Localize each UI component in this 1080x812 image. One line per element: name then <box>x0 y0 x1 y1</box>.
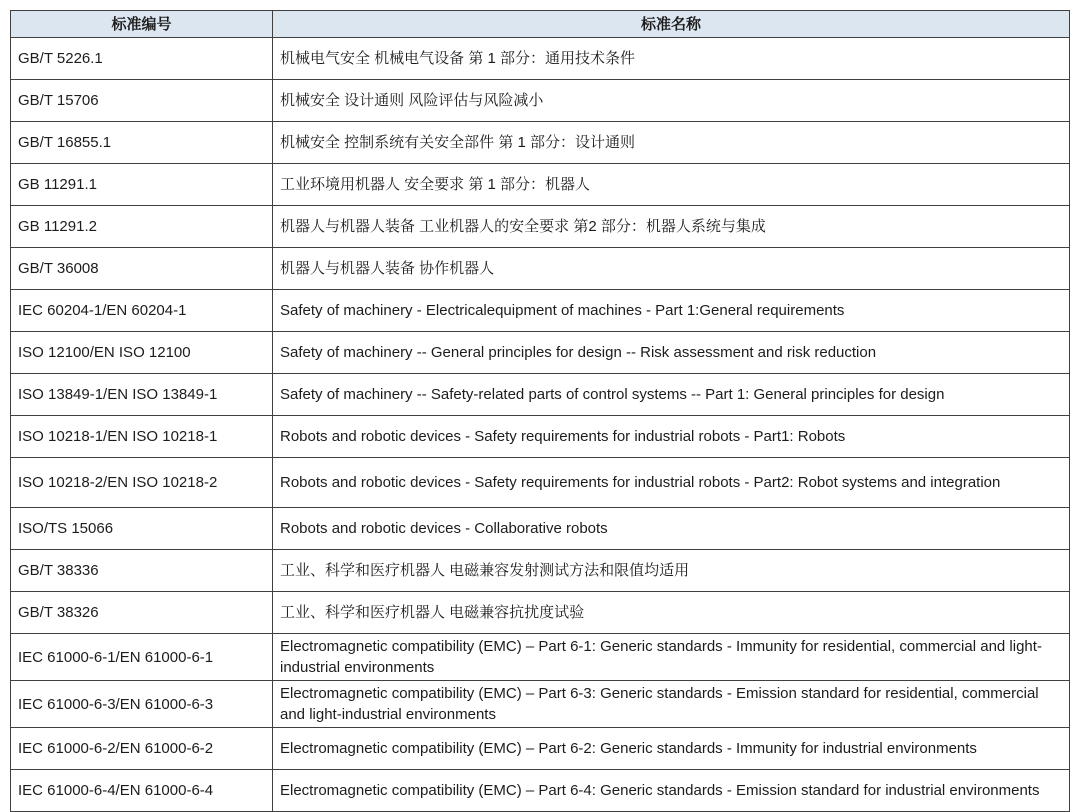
table-row <box>11 592 1070 634</box>
standard-name-cell: 工业、科学和医疗机器人 电磁兼容发射测试方法和限值均适用 <box>273 550 1070 592</box>
table-row <box>11 164 1070 206</box>
table-row <box>11 206 1070 248</box>
standard-code-cell: IEC 61000-6-2/EN 61000-6-2 <box>11 728 273 770</box>
standard-name-cell: Electromagnetic compatibility (EMC) – Part 6-1: Generic standards - Immunity for residential, commercial and light-industrial environments <box>273 634 1070 681</box>
standard-name-cell: Safety of machinery - Electricalequipment of machines - Part 1:General requirements <box>273 290 1070 332</box>
standard-code-cell: GB/T 16855.1 <box>11 122 273 164</box>
table-row <box>11 374 1070 416</box>
standard-name-cell: Electromagnetic compatibility (EMC) – Part 6-3: Generic standards - Emission standard for residential, commercial and light-industrial environments <box>273 681 1070 728</box>
standards-table-container <box>10 10 1070 812</box>
standard-code-cell: ISO 13849-1/EN ISO 13849-1 <box>11 374 273 416</box>
table-body <box>11 38 1070 812</box>
table-row <box>11 508 1070 550</box>
table-row <box>11 458 1070 508</box>
header-row <box>11 11 1070 38</box>
standard-name-cell: Electromagnetic compatibility (EMC) – Part 6-4: Generic standards - Emission standard for industrial environments <box>273 770 1070 812</box>
standard-name-cell: 机器人与机器人装备 工业机器人的安全要求 第2 部分：机器人系统与集成 <box>273 206 1070 248</box>
standard-code-cell: GB 11291.1 <box>11 164 273 206</box>
standard-code-cell: GB/T 5226.1 <box>11 38 273 80</box>
standard-name-cell: Robots and robotic devices - Safety requirements for industrial robots - Part2: Robot systems and integration <box>273 458 1070 508</box>
table-row <box>11 681 1070 728</box>
standard-name-cell: Robots and robotic devices - Safety requirements for industrial robots - Part1: Robots <box>273 416 1070 458</box>
standard-code-cell: ISO/TS 15066 <box>11 508 273 550</box>
standard-code-cell: ISO 10218-2/EN ISO 10218-2 <box>11 458 273 508</box>
standard-code-cell: ISO 10218-1/EN ISO 10218-1 <box>11 416 273 458</box>
standard-name-cell: 机械电气安全 机械电气设备 第 1 部分：通用技术条件 <box>273 38 1070 80</box>
standard-name-cell: 机器人与机器人装备 协作机器人 <box>273 248 1070 290</box>
table-row <box>11 634 1070 681</box>
standard-name-cell: 机械安全 设计通则 风险评估与风险减小 <box>273 80 1070 122</box>
table-row <box>11 416 1070 458</box>
standard-code-cell: IEC 61000-6-4/EN 61000-6-4 <box>11 770 273 812</box>
table-row <box>11 332 1070 374</box>
standard-name-cell: Electromagnetic compatibility (EMC) – Part 6-2: Generic standards - Immunity for industrial environments <box>273 728 1070 770</box>
standard-name-cell: Robots and robotic devices - Collaborative robots <box>273 508 1070 550</box>
standard-code-cell: GB 11291.2 <box>11 206 273 248</box>
standard-name-cell: 工业、科学和医疗机器人 电磁兼容抗扰度试验 <box>273 592 1070 634</box>
table-row <box>11 80 1070 122</box>
column-header-standard-name: 标准名称 <box>273 11 1070 38</box>
table-row <box>11 248 1070 290</box>
standard-code-cell: GB/T 38336 <box>11 550 273 592</box>
table-row <box>11 728 1070 770</box>
table-row <box>11 38 1070 80</box>
standard-code-cell: GB/T 36008 <box>11 248 273 290</box>
table-row <box>11 122 1070 164</box>
standard-name-cell: 机械安全 控制系统有关安全部件 第 1 部分：设计通则 <box>273 122 1070 164</box>
standard-code-cell: IEC 61000-6-1/EN 61000-6-1 <box>11 634 273 681</box>
standard-code-cell: GB/T 15706 <box>11 80 273 122</box>
column-header-standard-code: 标准编号 <box>11 11 273 38</box>
standard-code-cell: GB/T 38326 <box>11 592 273 634</box>
standard-name-cell: Safety of machinery -- General principles for design -- Risk assessment and risk reduction <box>273 332 1070 374</box>
standards-table <box>10 10 1070 812</box>
standard-name-cell: 工业环境用机器人 安全要求 第 1 部分：机器人 <box>273 164 1070 206</box>
table-header <box>11 11 1070 38</box>
table-row <box>11 550 1070 592</box>
standard-name-cell: Safety of machinery -- Safety-related parts of control systems -- Part 1: General principles for design <box>273 374 1070 416</box>
standard-code-cell: IEC 61000-6-3/EN 61000-6-3 <box>11 681 273 728</box>
table-row <box>11 290 1070 332</box>
standard-code-cell: IEC 60204-1/EN 60204-1 <box>11 290 273 332</box>
table-row <box>11 770 1070 812</box>
standard-code-cell: ISO 12100/EN ISO 12100 <box>11 332 273 374</box>
